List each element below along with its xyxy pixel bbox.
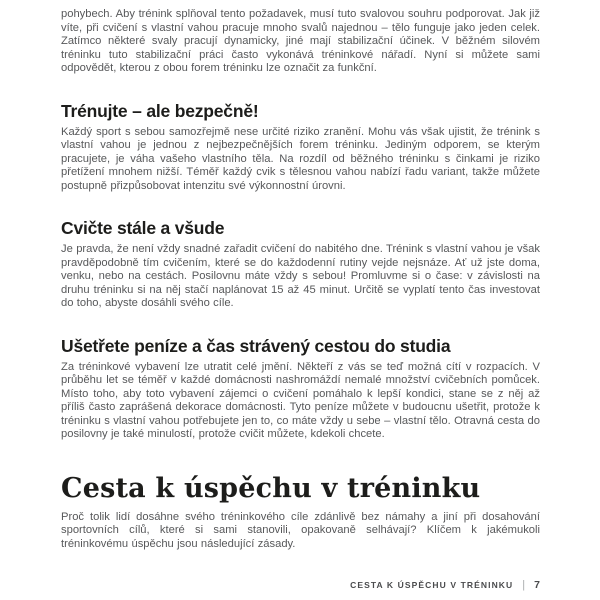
page-number: 7 — [534, 579, 540, 591]
page-footer — [350, 579, 540, 591]
chapter-intro-paragraph: Proč tolik lidí dosáhne svého tréninkového cíle zdánlivě bez námahy a jiní při dosahování sportovních cílů, které si sami stanovili, opakovaně selhávají? Klíčem k jakémukoli tréninkovému úspěchu jsou následující zásady. — [61, 510, 540, 550]
section-body-save-money: Za tréninkové vybavení lze utratit celé jmění. Někteří z vás se teď možná cítí v rozpacích. V průběhu let se téměř v každé domácnosti nashromáždí nemalé množství cvičebních pomůcek. Místo toho, aby toto vybavení zájemci o cvičení pomáhalo k lepší kondici, stane se z něj až příliš často zaprášená dekorace domácnosti. Tyto peníze můžete v budoucnu ušetřit, protože k tréninku s vlastní vahou potřebujete jen to, co máte vždy u sebe – vlastní tělo. Otravná cesta do posilovny je také minulostí, protože cvičit můžete, kdekoli chcete. — [61, 360, 540, 440]
section-body-exercise-anywhere: Je pravda, že není vždy snadné zařadit cvičení do nabitého dne. Trénink s vlastní vahou je však pravděpodobně tím cvičením, které se do každodenní rutiny vejde nejsnáze. Ať už jste doma, venku, nebo na cestách. Posilovnu máte vždy s sebou! Promluvme si o čase: v závislosti na druhu tréninku si na něj stačí naplánovat 15 až 45 minut. Určitě se vyplatí tento čas investovat do toho, abyste dosáhli svého cíle. — [61, 243, 540, 309]
section-heading-train-safely: Trénujte – ale bezpečně! — [61, 100, 259, 121]
section-heading-save-money: Ušetřete peníze a čas strávený cestou do studia — [61, 335, 451, 356]
intro-paragraph: pohybech. Aby trénink splňoval tento požadavek, musí tuto svalovou souhru podporovat. Jak již víte, při cvičení s vlastní vahou pracuje mnoho svalů najednou – tělo funguje jako jeden celek. Zatímco některé svaly pracují dynamicky, jiné mají stabilizační účinek. V běžném silovém tréninku tuto stabilizační práci často vykonává tréninkové nářadí. Nyní si můžete sami odpovědět, kterou z obou forem tréninku lze označit za funkční. — [61, 8, 540, 74]
footer-divider: | — [522, 578, 526, 591]
chapter-title: Cesta k úspěchu v tréninku — [61, 472, 481, 504]
section-body-train-safely: Každý sport s sebou samozřejmě nese určité riziko zranění. Mohu vás však ujistit, že trénink s vlastní vahou je jednou z nejbezpečnějších forem tréninku. Jediným odporem, se kterým pracujete, je váha vašeho vlastního těla. Na rozdíl od běžného tréninku s činkami je riziko přetížení mnohem nižší. Téměř každý cvik s tělesnou vahou nabízí řadu variant, takže můžete postupně přizpůsobovat intenzitu své výkonnostní úrovni. — [61, 125, 540, 192]
section-heading-exercise-anywhere: Cvičte stále a všude — [61, 218, 225, 238]
running-title: CESTA K ÚSPĚCHU V TRÉNINKU — [350, 580, 514, 590]
